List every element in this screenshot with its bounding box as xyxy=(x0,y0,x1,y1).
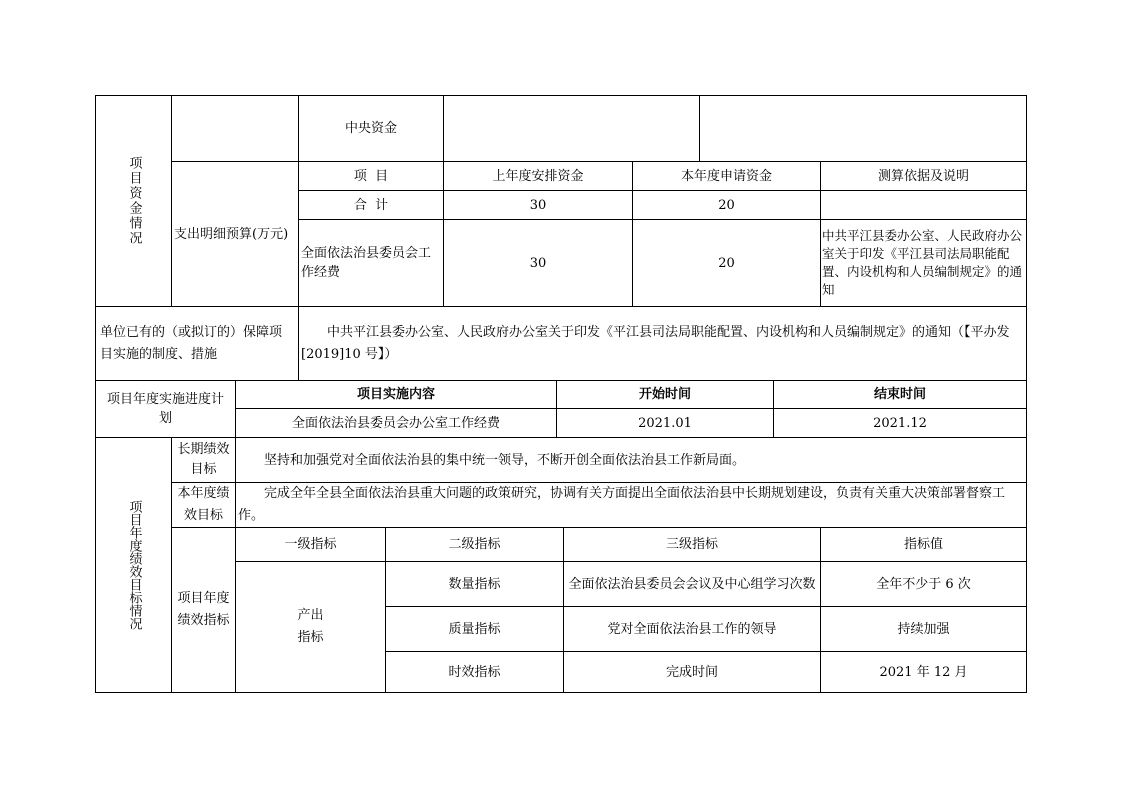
long-term-label: 长期绩效目标 xyxy=(177,442,230,477)
total-curr: 20 xyxy=(718,197,735,213)
total-prev: 30 xyxy=(529,197,547,213)
central-funds-label: 中央资金 xyxy=(344,121,397,136)
schedule-header-content: 项目实施内容 xyxy=(356,387,435,402)
level3-quality: 党对全面依法治县工作的领导 xyxy=(607,621,777,637)
level2-timeliness: 时效指标 xyxy=(448,664,501,680)
indicator-header-l2: 二级指标 xyxy=(448,537,501,552)
item-curr: 20 xyxy=(718,255,735,271)
table-row xyxy=(386,562,563,606)
level3-quantity: 全面依法治县委员会会议及中心组学习次数 xyxy=(568,576,816,592)
funding-section-label: 项目资金情况 xyxy=(126,156,142,246)
level3-timeliness: 完成时间 xyxy=(665,664,718,680)
guarantee-text: 中共平江县委办公室、人民政府办公室关于印发《平江县司法局职能配置、内设机构和人员编制规定》的通知（【平办发[2019]10 号】） xyxy=(301,324,1010,362)
indicator-label: 项目年度绩效指标 xyxy=(177,591,230,628)
schedule-header-end: 结束时间 xyxy=(873,387,926,402)
schedule-start: 2021.01 xyxy=(638,415,692,431)
table-row xyxy=(236,409,556,437)
value-timeliness: 2021 年 12 月 xyxy=(879,664,968,680)
expense-budget-label: 支出明细预算(万元) xyxy=(174,226,289,242)
schedule-label: 项目年度实施进度计划 xyxy=(106,392,224,426)
item-note: 中共平江县委办公室、人民政府办公室关于印发《平江县司法局职能配置、内设机构和人员编制规定》的通知 xyxy=(822,228,1023,297)
total-label: 合 计 xyxy=(353,197,389,213)
funding-header-curr: 本年度申请资金 xyxy=(680,168,772,184)
guarantee-label: 单位已有的（或拟订的）保障项目实施的制度、措施 xyxy=(100,324,283,362)
value-quantity: 全年不少于 6 次 xyxy=(876,576,971,592)
annual-text: 完成全年全县全面依法治县重大问题的政策研究，协调有关方面提出全面依法治县中长期规划建设，负责有关重大决策部署督察工作。 xyxy=(238,486,1006,523)
schedule-content: 全面依法治县委员会办公室工作经费 xyxy=(291,415,500,431)
indicator-header-l3: 三级指标 xyxy=(665,537,718,552)
indicator-header-l1: 一级指标 xyxy=(284,537,337,552)
level1-label: 产出指标 xyxy=(297,608,324,645)
annual-label: 本年度绩效目标 xyxy=(177,486,230,523)
level2-quantity: 数量指标 xyxy=(448,576,501,592)
level2-quality: 质量指标 xyxy=(448,621,501,637)
table-row xyxy=(386,652,563,692)
schedule-end: 2021.12 xyxy=(873,415,927,431)
indicator-header-value: 指标值 xyxy=(903,537,943,552)
long-term-text: 坚持和加强党对全面依法治县的集中统一领导，不断开创全面依法治县工作新局面。 xyxy=(264,452,746,468)
funding-header-prev: 上年度安排资金 xyxy=(492,168,584,184)
value-quality: 持续加强 xyxy=(897,621,950,637)
funding-header-item: 项 目 xyxy=(353,168,389,184)
schedule-header-start: 开始时间 xyxy=(638,387,691,402)
performance-section-label: 项目年度绩效目标情况 xyxy=(126,500,142,630)
item-prev: 30 xyxy=(529,255,547,271)
funding-header-note: 测算依据及说明 xyxy=(877,168,969,184)
table-row xyxy=(386,607,563,651)
item-label: 全面依法治县委员会工作经费 xyxy=(301,246,432,280)
